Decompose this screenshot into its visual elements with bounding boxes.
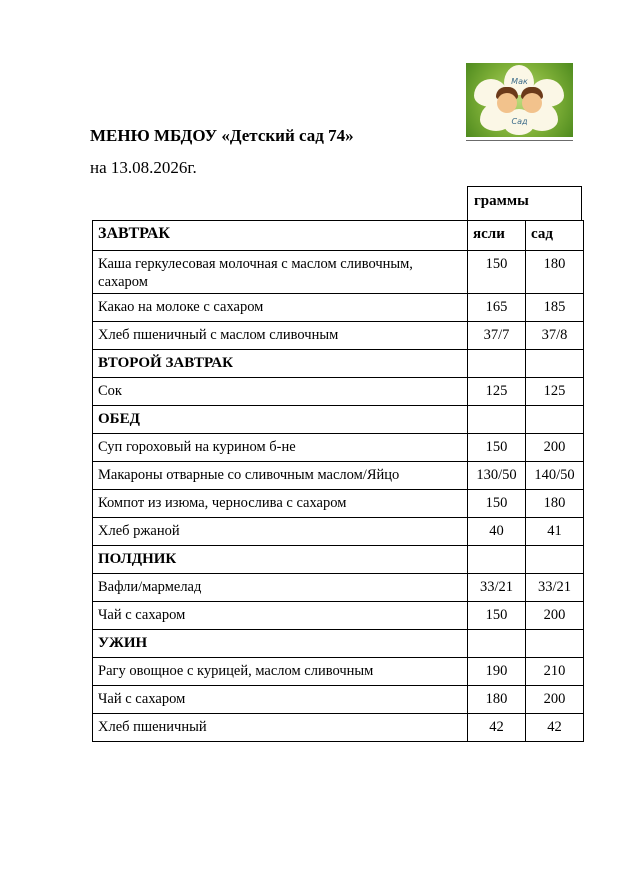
table-row — [93, 251, 584, 294]
table-row — [93, 294, 584, 322]
kindergarten-logo — [466, 63, 573, 137]
portion-nursery: 125 — [468, 378, 526, 406]
portion-garden: 210 — [526, 658, 584, 686]
menu-table — [92, 220, 584, 742]
logo-underline — [466, 140, 573, 141]
portion-nursery: 150 — [468, 602, 526, 630]
menu-table-body — [93, 221, 584, 742]
empty-cell — [526, 350, 584, 378]
table-row — [93, 602, 584, 630]
table-row — [93, 574, 584, 602]
portion-garden: 180 — [526, 251, 584, 294]
table-header-row — [93, 221, 584, 251]
page-title: МЕНЮ МБДОУ «Детский сад 74» — [90, 126, 354, 145]
empty-cell — [468, 630, 526, 658]
dish-name: Вафли/мармелад — [93, 574, 468, 602]
table-row — [93, 714, 584, 742]
table-row — [93, 490, 584, 518]
portion-garden: 42 — [526, 714, 584, 742]
dish-name: Хлеб ржаной — [93, 518, 468, 546]
column-header-nursery: ясли — [468, 221, 526, 251]
portion-nursery: 165 — [468, 294, 526, 322]
dish-name: Хлеб пшеничный с маслом сливочным — [93, 322, 468, 350]
empty-cell — [468, 406, 526, 434]
portion-nursery: 150 — [468, 490, 526, 518]
table-row — [93, 434, 584, 462]
dish-name: Компот из изюма, чернослива с сахаром — [93, 490, 468, 518]
empty-cell — [468, 546, 526, 574]
portion-nursery: 40 — [468, 518, 526, 546]
dish-name: Чай с сахаром — [93, 602, 468, 630]
table-row — [93, 378, 584, 406]
portion-garden: 125 — [526, 378, 584, 406]
portion-nursery: 130/50 — [468, 462, 526, 490]
portion-garden: 185 — [526, 294, 584, 322]
empty-cell — [468, 350, 526, 378]
portion-nursery: 190 — [468, 658, 526, 686]
section-row — [93, 546, 584, 574]
portion-garden: 180 — [526, 490, 584, 518]
dish-name: Макароны отварные со сливочным маслом/Яйцо — [93, 462, 468, 490]
table-row — [93, 462, 584, 490]
empty-cell — [526, 546, 584, 574]
dish-name: Рагу овощное с курицей, маслом сливочным — [93, 658, 468, 686]
child-face-icon — [497, 93, 517, 113]
section-title: ПОЛДНИК — [93, 546, 468, 574]
dish-name: Какао на молоке с сахаром — [93, 294, 468, 322]
portion-garden: 200 — [526, 434, 584, 462]
table-row — [93, 686, 584, 714]
empty-cell — [526, 630, 584, 658]
column-header-garden: сад — [526, 221, 584, 251]
table-row — [93, 658, 584, 686]
dish-name: Сок — [93, 378, 468, 406]
section-row — [93, 350, 584, 378]
logo-text-top: Мак — [511, 77, 528, 86]
table-row — [93, 518, 584, 546]
portion-nursery: 42 — [468, 714, 526, 742]
empty-cell — [526, 406, 584, 434]
portion-nursery: 150 — [468, 434, 526, 462]
portion-garden: 200 — [526, 686, 584, 714]
table-row — [93, 322, 584, 350]
section-row — [93, 406, 584, 434]
section-title: ЗАВТРАК — [93, 221, 468, 251]
child-face-icon — [522, 93, 542, 113]
portion-garden: 33/21 — [526, 574, 584, 602]
portion-nursery: 33/21 — [468, 574, 526, 602]
section-row — [93, 630, 584, 658]
portion-garden: 37/8 — [526, 322, 584, 350]
portion-nursery: 150 — [468, 251, 526, 294]
portion-garden: 41 — [526, 518, 584, 546]
grams-header: граммы — [467, 186, 582, 220]
menu-date: на 13.08.2026г. — [90, 158, 197, 177]
dish-name: Хлеб пшеничный — [93, 714, 468, 742]
portion-nursery: 37/7 — [468, 322, 526, 350]
dish-name: Каша геркулесовая молочная с маслом сливочным, сахаром — [93, 251, 468, 294]
portion-garden: 140/50 — [526, 462, 584, 490]
dish-name: Чай с сахаром — [93, 686, 468, 714]
section-title: ВТОРОЙ ЗАВТРАК — [93, 350, 468, 378]
section-title: ОБЕД — [93, 406, 468, 434]
portion-nursery: 180 — [468, 686, 526, 714]
portion-garden: 200 — [526, 602, 584, 630]
logo-text-bottom: Сад — [511, 117, 528, 126]
section-title: УЖИН — [93, 630, 468, 658]
dish-name: Суп гороховый на курином б-не — [93, 434, 468, 462]
